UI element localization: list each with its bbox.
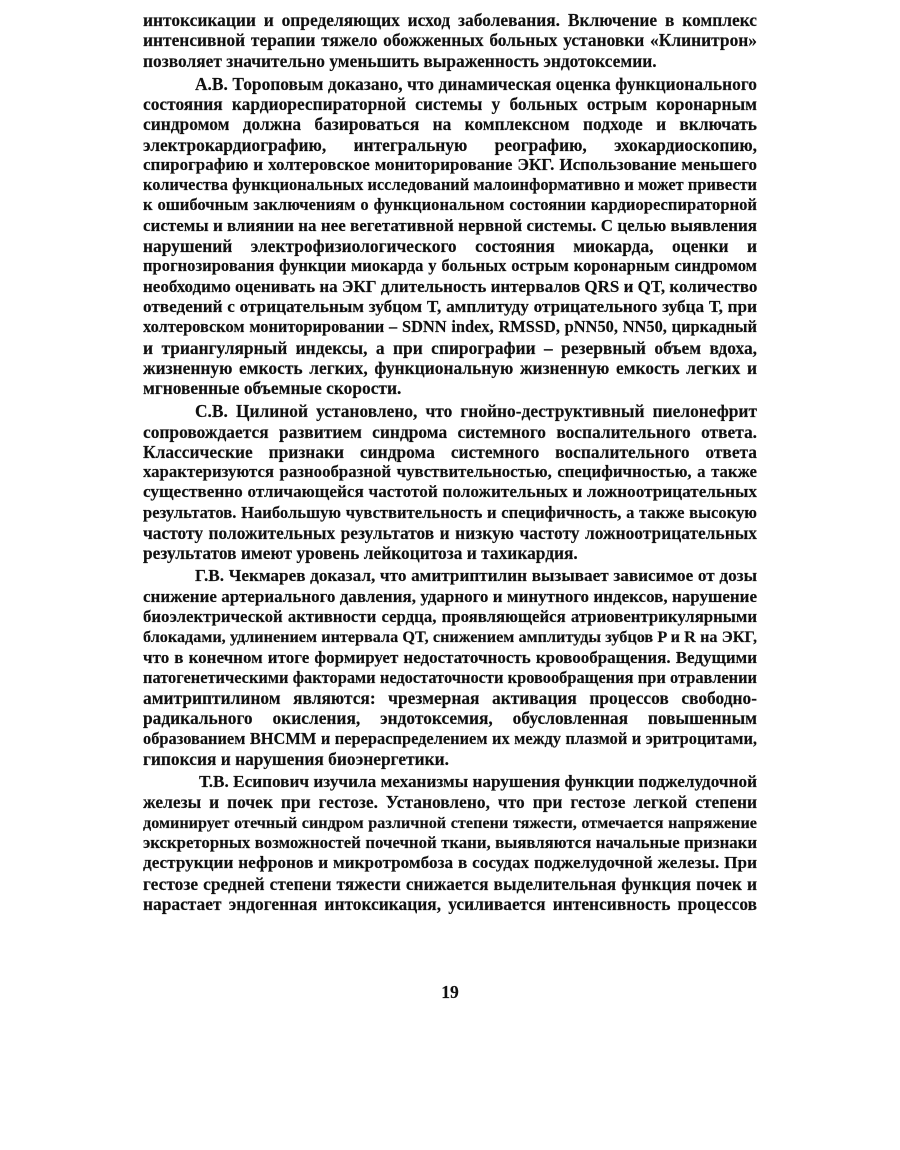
text-line: деструкции нефронов и микротромбоза в сосудах поджелудочной железы. При (143, 853, 757, 873)
text-line: результатов имеют уровень лейкоцитоза и тахикардия. (143, 543, 578, 564)
body-text (143, 10, 757, 914)
text-line: амитриптилином являются: чрезмерная активация процессов свободно- (143, 688, 757, 709)
text-line: необходимо оценивать на ЭКГ длительность интервалов QRS и QT, количество (143, 276, 758, 296)
text-line: количества функциональных исследований малоинформативно и может привести (143, 175, 757, 195)
text-line: результатов. Наибольшую чувствительность и специфичность, а также высокую (143, 502, 757, 522)
text-line: синдромом должна базироваться на комплексном подходе и включать (143, 114, 757, 135)
paragraph (143, 772, 757, 914)
text-line: нарастает эндогенная интоксикация, усиливается интенсивность процессов (143, 893, 757, 914)
text-line: блокадами, удлинением интервала QT, снижением амплитуды зубцов P и R на ЭКГ, (143, 628, 757, 647)
text-line: сопровождается развитием синдрома системного воспалительного ответа. (143, 421, 757, 442)
text-line: гестозе средней степени тяжести снижается выделительная функция почек и (143, 873, 757, 894)
text-line: электрокардиографию, интегральную реографию, эхокардиоскопию, (143, 134, 757, 155)
text-line: Г.В. Чекмарев доказал, что амитриптилин вызывает зависимое от дозы (195, 566, 757, 586)
text-line: Т.В. Есипович изучила механизмы нарушения функции поджелудочной (199, 772, 757, 792)
text-line: существенно отличающейся частотой положительных и ложноотрицательных (143, 482, 757, 502)
text-line: А.В. Тороповым доказано, что динамическая оценка функционального (195, 73, 757, 94)
text-line: спирографию и холтеровское мониторирование ЭКГ. Использование меньшего (143, 154, 757, 174)
paragraph (143, 401, 757, 563)
text-line: частоту положительных результатов и низкую частоту ложноотрицательных (143, 523, 757, 544)
text-line: состояния кардиореспираторной системы у больных острым коронарным (143, 93, 757, 114)
text-line: интенсивной терапии тяжело обожженных больных установки «Клинитрон» (143, 30, 757, 51)
text-line: мгновенные объемные скорости. (143, 378, 402, 399)
text-line: к ошибочным заключениям о функциональном состоянии кардиореспираторной (143, 195, 757, 215)
text-line: прогнозирования функции миокарда у больных острым коронарным синдромом (143, 256, 757, 276)
text-line: образованием ВНСММ и перераспределением их между плазмой и эритроцитами, (143, 728, 757, 748)
text-line: жизненную емкость легких, функциональную жизненную емкость легких и (143, 357, 757, 378)
text-line: и триангулярный индексы, а при спирографии – резервный объем вдоха, (143, 337, 757, 358)
text-line: Классические признаки синдрома системного воспалительного ответа (143, 441, 757, 462)
text-line: патогенетическими факторами недостаточности кровообращения при отравлении (143, 667, 757, 687)
text-line: экскреторных возможностей почечной ткани, выявляются начальные признаки (143, 833, 757, 853)
text-line: железы и почек при гестозе. Установлено, что при гестозе легкой степени (143, 792, 757, 813)
text-line: биоэлектрической активности сердца, проявляющейся атриовентрикулярными (143, 607, 757, 626)
text-line: позволяет значительно уменьшить выраженность эндотоксемии. (143, 50, 657, 71)
text-line: системы и влиянии на нее вегетативной нервной системы. С целью выявления (143, 215, 757, 235)
text-line: отведений с отрицательным зубцом T, амплитуду отрицательного зубца Т, при (143, 296, 757, 316)
paragraph (143, 74, 757, 399)
text-line: что в конечном итоге формирует недостаточность кровообращения. Ведущими (143, 647, 757, 667)
text-line: характеризуются разнообразной чувствительностью, специфичностью, а также (143, 462, 757, 482)
page-number: 19 (441, 982, 459, 1002)
text-line: доминирует отечный синдром различной степени тяжести, отмечается напряжение (143, 813, 757, 832)
text-line: холтеровском мониторировании – SDNN index, RMSSD, pNN50, NN50, циркадный (143, 317, 757, 337)
text-line: нарушений электрофизиологического состояния миокарда, оценки и (143, 236, 757, 257)
paragraph (143, 10, 757, 71)
text-line: гипоксия и нарушения биоэнергетики. (143, 749, 450, 770)
text-line: С.В. Цилиной установлено, что гнойно-деструктивный пиелонефрит (195, 401, 757, 422)
text-line: снижение артериального давления, ударного и минутного индексов, нарушение (143, 586, 757, 606)
text-line: интоксикации и определяющих исход заболевания. Включение в комплекс (143, 10, 757, 30)
text-line: радикального окисления, эндотоксемия, обусловленная повышенным (143, 708, 757, 729)
paragraph (143, 566, 757, 769)
